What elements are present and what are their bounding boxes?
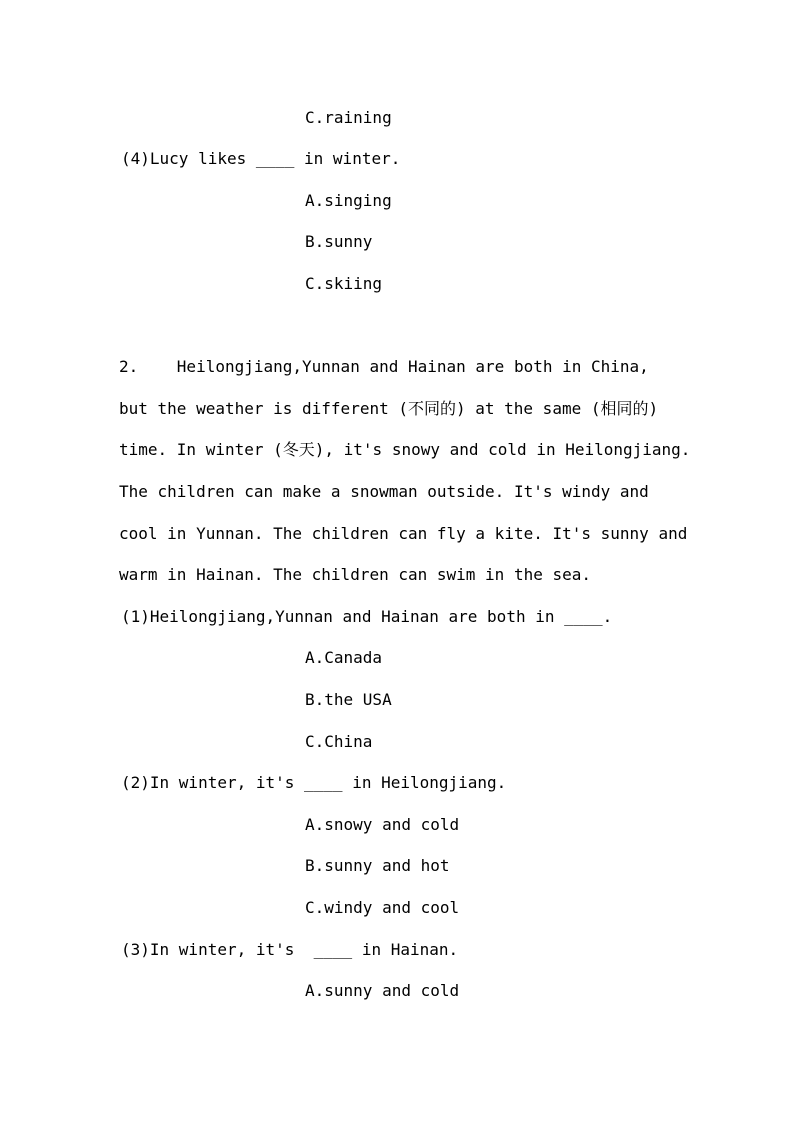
- s2-q1-option-c: C.China: [305, 732, 373, 751]
- passage-line: but the weather is different (不同的) at the same (相同的): [119, 399, 659, 418]
- q4-option-a: A.singing: [305, 191, 392, 210]
- s2-q1-option-a: A.Canada: [305, 648, 383, 667]
- q4-option-b: B.sunny: [305, 232, 373, 251]
- q3-option-c: C.raining: [305, 108, 392, 127]
- passage-line: time. In winter (冬天), it's snowy and cold in Heilongjiang.: [119, 440, 691, 459]
- s2-q2-option-a: A.snowy and cold: [305, 815, 460, 834]
- q4-option-c: C.skiing: [305, 274, 383, 293]
- s2-q2-option-b: B.sunny and hot: [305, 856, 450, 875]
- passage-line: The children can make a snowman outside. It's windy and: [119, 482, 649, 501]
- s2-q2-option-c: C.windy and cool: [305, 898, 460, 917]
- s2-question-1-stem: (1)Heilongjiang,Yunnan and Hainan are both in ____.: [121, 607, 613, 626]
- passage-line: 2. Heilongjiang,Yunnan and Hainan are both in China,: [119, 357, 649, 376]
- passage-line: cool in Yunnan. The children can fly a kite. It's sunny and: [119, 524, 688, 543]
- s2-q3-option-a: A.sunny and cold: [305, 981, 460, 1000]
- s2-question-2-stem: (2)In winter, it's ____ in Heilongjiang.: [121, 773, 507, 792]
- s2-q1-option-b: B.the USA: [305, 690, 392, 709]
- s2-question-3-stem: (3)In winter, it's ____ in Hainan.: [121, 940, 459, 959]
- passage-line: warm in Hainan. The children can swim in the sea.: [119, 565, 592, 584]
- question-4-stem: (4)Lucy likes ____ in winter.: [121, 149, 401, 168]
